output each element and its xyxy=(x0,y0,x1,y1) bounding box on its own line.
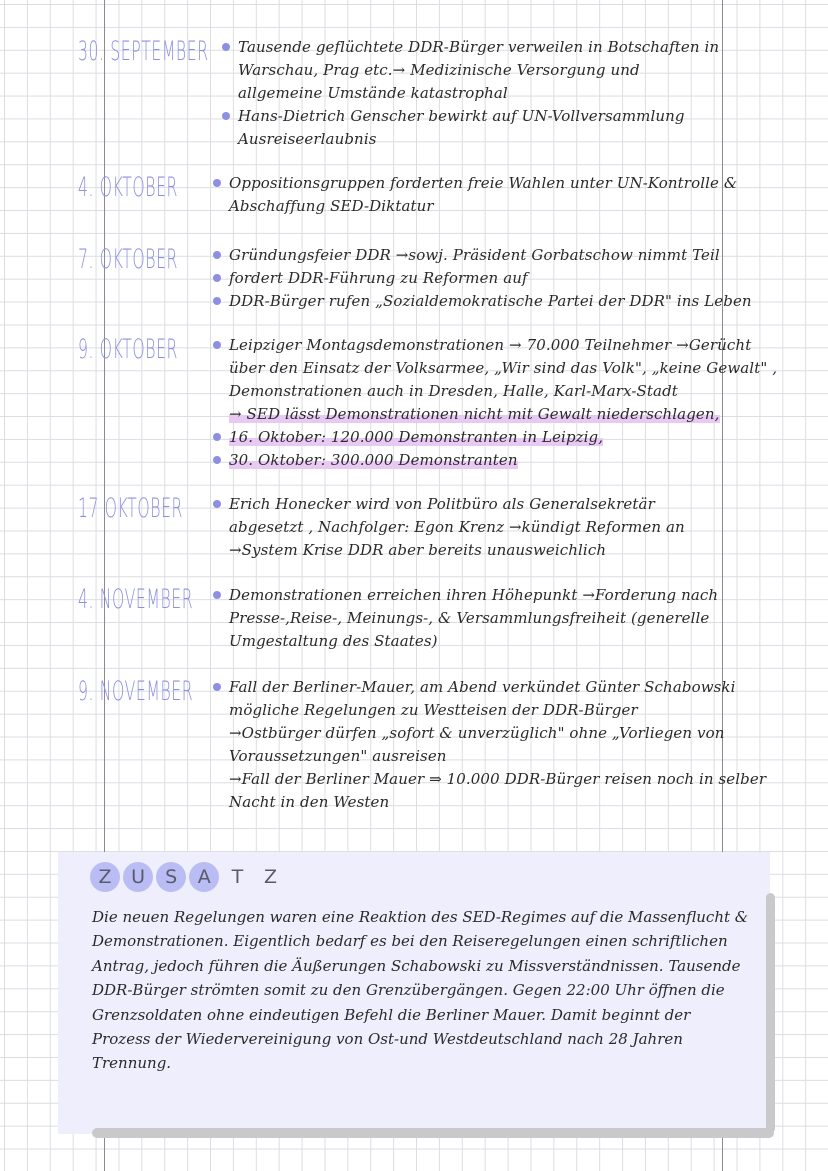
entry-date: 30. SEPTEMBER xyxy=(78,36,209,67)
bullet-item xyxy=(213,334,783,403)
bullet-text: →System Krise DDR aber bereits unausweichlich xyxy=(229,540,607,559)
bullet-dot-icon xyxy=(213,433,221,441)
bullet-item xyxy=(213,539,733,562)
zusatz-shadow-right xyxy=(766,893,775,1133)
title-letter: S xyxy=(156,862,186,892)
bullet-item xyxy=(213,426,783,449)
bullet-dot-icon xyxy=(213,274,221,282)
bullet-text: Tausende geflüchtete DDR-Bürger verweilen in Botschaften in Warschau, Prag etc.→ Medizinische Versorgung und allgemeine Umstände katastrophal xyxy=(238,38,720,102)
bullet-item xyxy=(213,449,783,472)
entry-bullets xyxy=(213,172,743,218)
entry-date: 9. NOVEMBER xyxy=(78,676,194,707)
bullet-text: Erich Honecker wird von Politbüro als Generalsekretär abgesetzt , Nachfolger: Egon Krenz →kündigt Reformen an xyxy=(229,495,685,536)
bullet-dot-icon xyxy=(213,251,221,259)
bullet-item xyxy=(213,267,793,290)
bullet-item xyxy=(213,172,743,218)
bullet-text: → SED lässt Demonstrationen nicht mit Gewalt niederschlagen, xyxy=(229,404,720,423)
bullet-item xyxy=(213,493,733,539)
bullet-dot-icon xyxy=(213,591,221,599)
bullet-text: fordert DDR-Führung zu Reformen auf xyxy=(229,268,528,287)
title-letter: T xyxy=(231,866,244,888)
bullet-text: Fall der Berliner-Mauer, am Abend verkündet Günter Schabowski mögliche Regelungen zu Westteisen der DDR-Bürger xyxy=(229,678,736,719)
title-letter: Z xyxy=(263,866,277,888)
zusatz-title xyxy=(90,862,283,896)
bullet-text: Hans-Dietrich Genscher bewirkt auf UN-Vollversammlung Ausreiseerlaubnis xyxy=(238,106,685,148)
bullet-item xyxy=(213,676,793,722)
bullet-dot-icon xyxy=(222,43,230,51)
bullet-text: Oppositionsgruppen forderten freie Wahlen unter UN-Kontrolle & Abschaffung SED-Diktatur xyxy=(229,174,738,215)
bullet-text: Gründungsfeier DDR →sowj. Präsident Gorbatschow nimmt Teil xyxy=(229,246,720,264)
bullet-text: DDR-Bürger rufen „Sozialdemokratische Partei der DDR" ins Leben xyxy=(229,291,752,310)
entry-bullets xyxy=(213,493,733,562)
bullet-text: →Ostbürger dürfen „sofort & unverzüglich" ohne „Vorliegen von Voraussetzungen" ausreisen xyxy=(229,723,725,765)
bullet-item xyxy=(213,722,793,768)
bullet-dot-icon xyxy=(213,456,221,464)
entry-bullets xyxy=(213,334,783,471)
bullet-item xyxy=(213,403,783,426)
bullet-dot-icon xyxy=(213,297,221,305)
bullet-text: Demonstrationen erreichen ihren Höhepunkt →Forderung nach Presse-,Reise-, Meinungs-, & Versammlungsfreiheit (generelle Umgestaltung des Staates) xyxy=(229,586,719,650)
title-letter: U xyxy=(123,862,153,892)
entry-date: 4. NOVEMBER xyxy=(78,584,194,615)
zusatz-text: Die neuen Regelungen waren eine Reaktion des SED-Regimes auf die Massenflucht & Demonstrationen. Eigentlich bedarf es bei den Reiseregelungen einen schriftlichen Antrag, jedoch führen die Äußerungen Schabowski zu Missverständnissen. Tausende DDR-Bürger strömten somit zu den Grenzübergängen. Gegen 22:00 Uhr öffnen die Grenzsoldaten ohne eindeutigen Befehl die Berliner Mauer. Damit beginnt der Prozess der Wiedervereinigung von Ost-und Westdeutschland nach 28 Jahren Trennung. xyxy=(92,908,749,1073)
entry-date: 4. OKTOBER xyxy=(78,172,179,203)
entry-bullets xyxy=(213,244,793,313)
bullet-item xyxy=(213,244,793,267)
bullet-dot-icon xyxy=(213,341,221,349)
zusatz-shadow-bottom xyxy=(92,1128,774,1138)
bullet-item xyxy=(213,768,793,814)
bullet-item xyxy=(222,36,722,105)
bullet-item xyxy=(213,290,793,313)
bullet-item xyxy=(222,105,722,151)
bullet-item xyxy=(213,584,753,653)
entry-date: 17 OKTOBER xyxy=(78,493,184,524)
entry-bullets xyxy=(222,36,722,151)
entry-date: 9. OKTOBER xyxy=(78,334,179,365)
entry-bullets xyxy=(213,676,793,813)
title-letter: Z xyxy=(90,862,120,892)
title-letter: A xyxy=(189,862,219,892)
bullet-text: Leipziger Montagsdemonstrationen → 70.000 Teilnehmer →Gerücht über den Einsatz der Volksarmee, „Wir sind das Volk", „keine Gewalt" , Demonstrationen auch in Dresden, Halle, Karl-Marx-Stadt xyxy=(229,336,778,400)
bullet-text: 30. Oktober: 300.000 Demonstranten xyxy=(229,450,518,469)
bullet-dot-icon xyxy=(213,500,221,508)
bullet-dot-icon xyxy=(222,112,230,120)
entry-bullets xyxy=(213,584,753,653)
bullet-dot-icon xyxy=(213,683,221,691)
bullet-dot-icon xyxy=(213,179,221,187)
bullet-text: 16. Oktober: 120.000 Demonstranten in Leipzig, xyxy=(229,427,604,446)
entry-date: 7. OKTOBER xyxy=(78,244,179,275)
bullet-text: →Fall der Berliner Mauer ⇒ 10.000 DDR-Bürger reisen noch in selber Nacht in den Westen xyxy=(229,769,767,811)
